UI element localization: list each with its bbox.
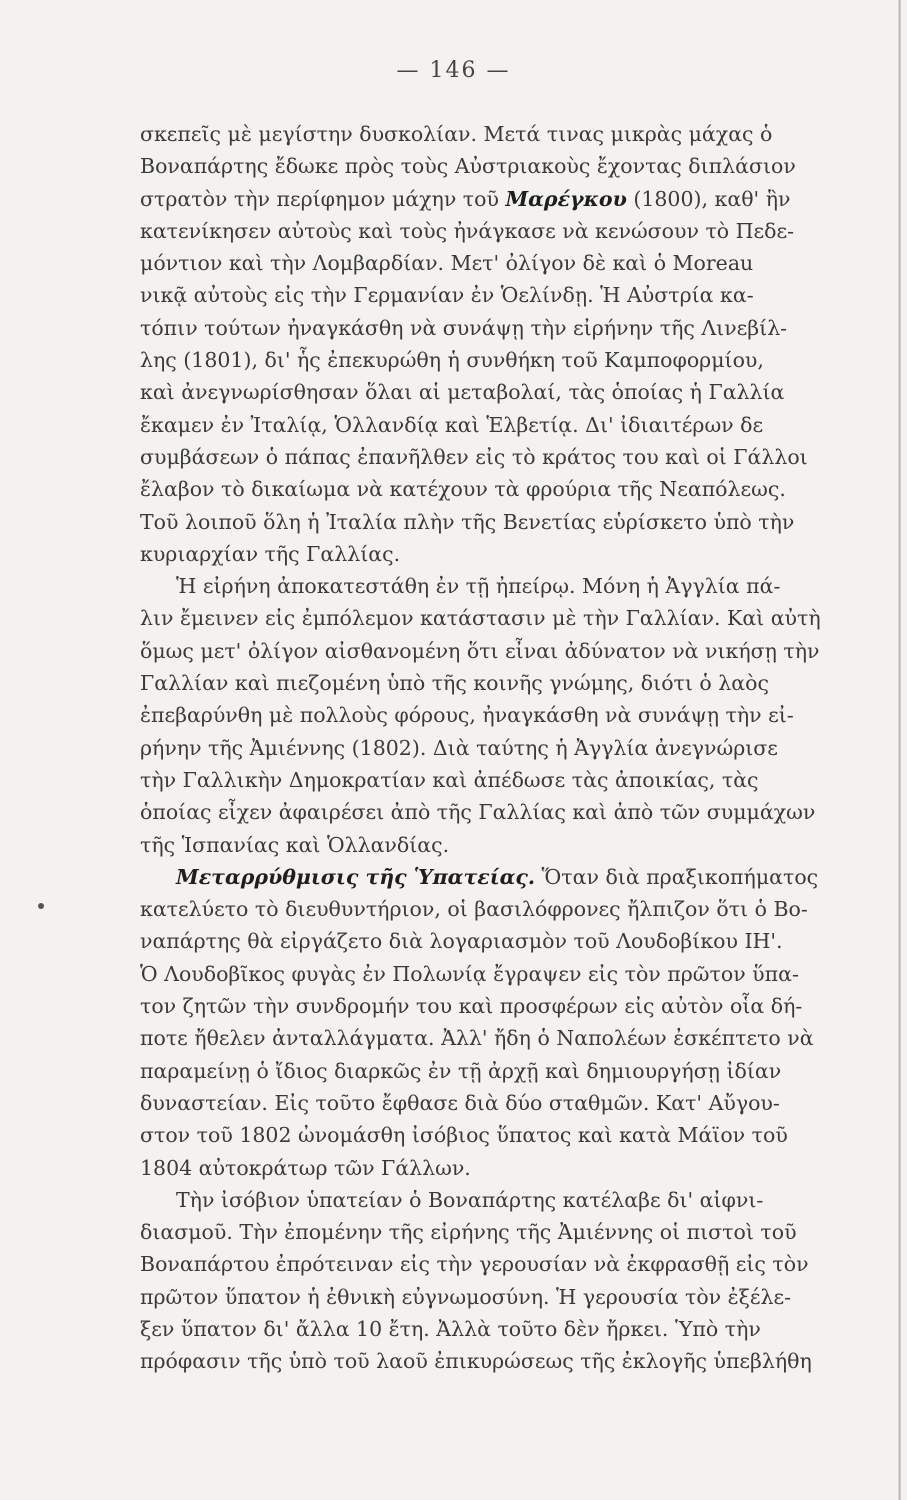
line-text: τον ζητῶν τὴν συνδρομήν του καὶ προσφέρων εἰς αὐτὸν οἷα δή- (140, 994, 803, 1019)
line-text: Τὴν ἰσόβιον ὑπατείαν ὁ Βοναπάρτης κατέλαβε δι' αἰφνι- (176, 1187, 764, 1212)
text-line (140, 732, 880, 764)
line-text: στον τοῦ 1802 ὠνομάσθη ἰσόβιος ὕπατος καὶ κατὰ Μάϊον τοῦ (140, 1123, 788, 1148)
text-line (140, 829, 880, 861)
text-line (140, 118, 880, 150)
text-line (140, 1248, 880, 1280)
body-text (140, 118, 880, 1378)
text-line (140, 1216, 880, 1248)
line-text: Ὁ Λουδοβῖκος φυγὰς ἐν Πολωνίᾳ ἔγραψεν εἰς τὸν πρῶτον ὕπα- (140, 961, 799, 986)
emphasis-text: Μαρέγκου (505, 186, 627, 211)
text-line (140, 1313, 880, 1345)
line-text: λιν ἔμεινεν εἰς ἐμπόλεμον κατάστασιν μὲ τὴν Γαλλίαν. Καὶ αὐτὴ (140, 606, 821, 631)
text-line (140, 796, 880, 828)
line-text: καὶ ἀνεγνωρίσθησαν ὅλαι αἱ μεταβολαί, τὰς ὁποίας ἡ Γαλλία (140, 380, 785, 405)
line-text: (1800), καθ' ἣν (626, 186, 791, 211)
text-line (140, 635, 880, 667)
line-text: ποτε ἤθελεν ἀνταλλάγματα. Ἀλλ' ἤδη ὁ Ναπολέων ἐσκέπτετο νὰ (140, 1026, 814, 1051)
line-text: Τοῦ λοιποῦ ὅλη ἡ Ἰταλία πλὴν τῆς Βενετίας εὑρίσκετο ὑπὸ τὴν (140, 509, 795, 534)
text-line (140, 150, 880, 182)
text-line (140, 506, 880, 538)
text-line (140, 1055, 880, 1087)
text-line (140, 376, 880, 408)
text-line (140, 990, 880, 1022)
text-line (140, 1119, 880, 1151)
text-line (140, 344, 880, 376)
text-line (140, 861, 880, 893)
text-line (140, 441, 880, 473)
line-text: ρήνην τῆς Ἀμιέννης (1802). Διὰ ταύτης ἡ Ἀγγλία ἀνεγνώρισε (140, 735, 778, 760)
line-text: στρατὸν τὴν περίφημον μάχην τοῦ (140, 186, 506, 211)
text-line (140, 247, 880, 279)
line-text: κατελύετο τὸ διευθυντήριον, οἱ βασιλόφρονες ἤλπιζον ὅτι ὁ Βο- (140, 897, 808, 922)
line-text: ἔλαβον τὸ δικαίωμα νὰ κατέχουν τὰ φρούρια τῆς Νεαπόλεως. (140, 477, 786, 502)
text-line (140, 538, 880, 570)
text-line (140, 1152, 880, 1184)
text-line (140, 667, 880, 699)
line-text: Γαλλίαν καὶ πιεζομένη ὑπὸ τῆς κοινῆς γνώμης, διότι ὁ λαὸς (140, 671, 769, 696)
line-text: συμβάσεων ὁ πάπας ἐπανῆλθεν εἰς τὸ κράτος του καὶ οἱ Γάλλοι (140, 444, 808, 469)
text-line (140, 279, 880, 311)
line-text: ὅμως μετ' ὀλίγον αἰσθανομένη ὅτι εἶναι ἀδύνατον νὰ νικήσῃ τὴν (140, 638, 820, 663)
line-text: διασμοῦ. Τὴν ἐπομένην τῆς εἰρήνης τῆς Ἀμιέννης οἱ πιστοὶ τοῦ (140, 1220, 797, 1245)
line-text: νικᾷ αὐτοὺς εἰς τὴν Γερμανίαν ἐν Ὁελίνδῃ. Ἡ Αὐστρία κα- (140, 283, 754, 308)
line-text: Ὅταν διὰ πραξικοπήματος (535, 864, 819, 889)
line-text: Βοναπάρτης ἔδωκε πρὸς τοὺς Αὐστριακοὺς ἔχοντας διπλάσιον (140, 154, 796, 179)
line-text: ἔκαμεν ἐν Ἰταλίᾳ, Ὁλλανδίᾳ καὶ Ἑλβετίᾳ. Δι' ἰδιαιτέρων δε (140, 412, 764, 437)
line-text: 1804 αὐτοκράτωρ τῶν Γάλλων. (140, 1155, 471, 1180)
line-text: κυριαρχίαν τῆς Γαλλίας. (140, 541, 401, 566)
line-text: ἐπεβαρύνθη μὲ πολλοὺς φόρους, ἠναγκάσθη νὰ συνάψῃ τὴν εἰ- (140, 703, 794, 728)
line-text: τόπιν τούτων ἠναγκάσθη νὰ συνάψῃ τὴν εἰρήνην τῆς Λινεβίλ- (140, 315, 788, 340)
emphasis-text: Μεταρρύθμισις τῆς Ὑπατείας. (176, 864, 536, 889)
text-line (140, 312, 880, 344)
line-text: λης (1801), δι' ἧς ἐπεκυρώθη ἡ συνθήκη τοῦ Καμποφορμίου, (140, 348, 764, 373)
line-text: Βοναπάρτου ἐπρότειναν εἰς τὴν γερουσίαν νὰ ἐκφρασθῇ εἰς τὸν (140, 1252, 809, 1277)
line-text: ξεν ὕπατον δι' ἄλλα 10 ἔτη. Ἀλλὰ τοῦτο δὲν ἤρκει. Ὑπὸ τὴν (140, 1316, 761, 1341)
line-text: τὴν Γαλλικὴν Δημοκρατίαν καὶ ἀπέδωσε τὰς ἀποικίας, τὰς (140, 767, 759, 792)
text-line (140, 409, 880, 441)
text-line (140, 925, 880, 957)
line-text: πρῶτον ὕπατον ἡ ἐθνικὴ εὐγνωμοσύνη. Ἡ γερουσία τὸν ἐξέλε- (140, 1284, 792, 1309)
text-line (140, 570, 880, 602)
text-line (140, 958, 880, 990)
line-text: τῆς Ἱσπανίας καὶ Ὁλλανδίας. (140, 832, 450, 857)
text-line (140, 183, 880, 215)
text-line (140, 1022, 880, 1054)
text-line (140, 215, 880, 247)
text-line (140, 699, 880, 731)
text-line (140, 893, 880, 925)
text-line (140, 1345, 880, 1377)
text-line (140, 473, 880, 505)
line-text: μόντιον καὶ τὴν Λομβαρδίαν. Μετ' ὀλίγον δὲ καὶ ὁ Moreau (140, 251, 754, 276)
text-line (140, 1184, 880, 1216)
page-edge-shadow (898, 0, 901, 1500)
line-text: Ἡ εἰρήνη ἀποκατεστάθη ἐν τῇ ἠπείρῳ. Μόνη ἡ Ἀγγλία πά- (176, 574, 781, 599)
text-line (140, 602, 880, 634)
line-text: κατενίκησεν αὐτοὺς καὶ τοὺς ἠνάγκασε νὰ κενώσουν τὸ Πεδε- (140, 218, 795, 243)
margin-dot (38, 903, 44, 909)
text-line (140, 1087, 880, 1119)
text-line (140, 1281, 880, 1313)
line-text: σκεπεῖς μὲ μεγίστην δυσκολίαν. Μετά τινας μικρὰς μάχας ὁ (140, 122, 773, 146)
text-line (140, 764, 880, 796)
line-text: πρόφασιν τῆς ὑπὸ τοῦ λαοῦ ἐπικυρώσεως τῆς ἐκλογῆς ὑπεβλήθη (140, 1349, 812, 1374)
line-text: παραμείνῃ ὁ ἴδιος διαρκῶς ἐν τῇ ἀρχῇ καὶ δημιουργήσῃ ἰδίαν (140, 1058, 782, 1083)
line-text: ὁποίας εἶχεν ἀφαιρέσει ἀπὸ τῆς Γαλλίας καὶ ἀπὸ τῶν συμμάχων (140, 800, 816, 825)
line-text: δυναστείαν. Εἰς τοῦτο ἔφθασε διὰ δύο σταθμῶν. Κατ' Αὔγου- (140, 1090, 780, 1115)
line-text: ναπάρτης θὰ εἰργάζετο διὰ λογαριασμὸν τοῦ Λουδοβίκου ΙΗ'. (140, 929, 783, 954)
page-number: — 146 — (396, 58, 511, 83)
